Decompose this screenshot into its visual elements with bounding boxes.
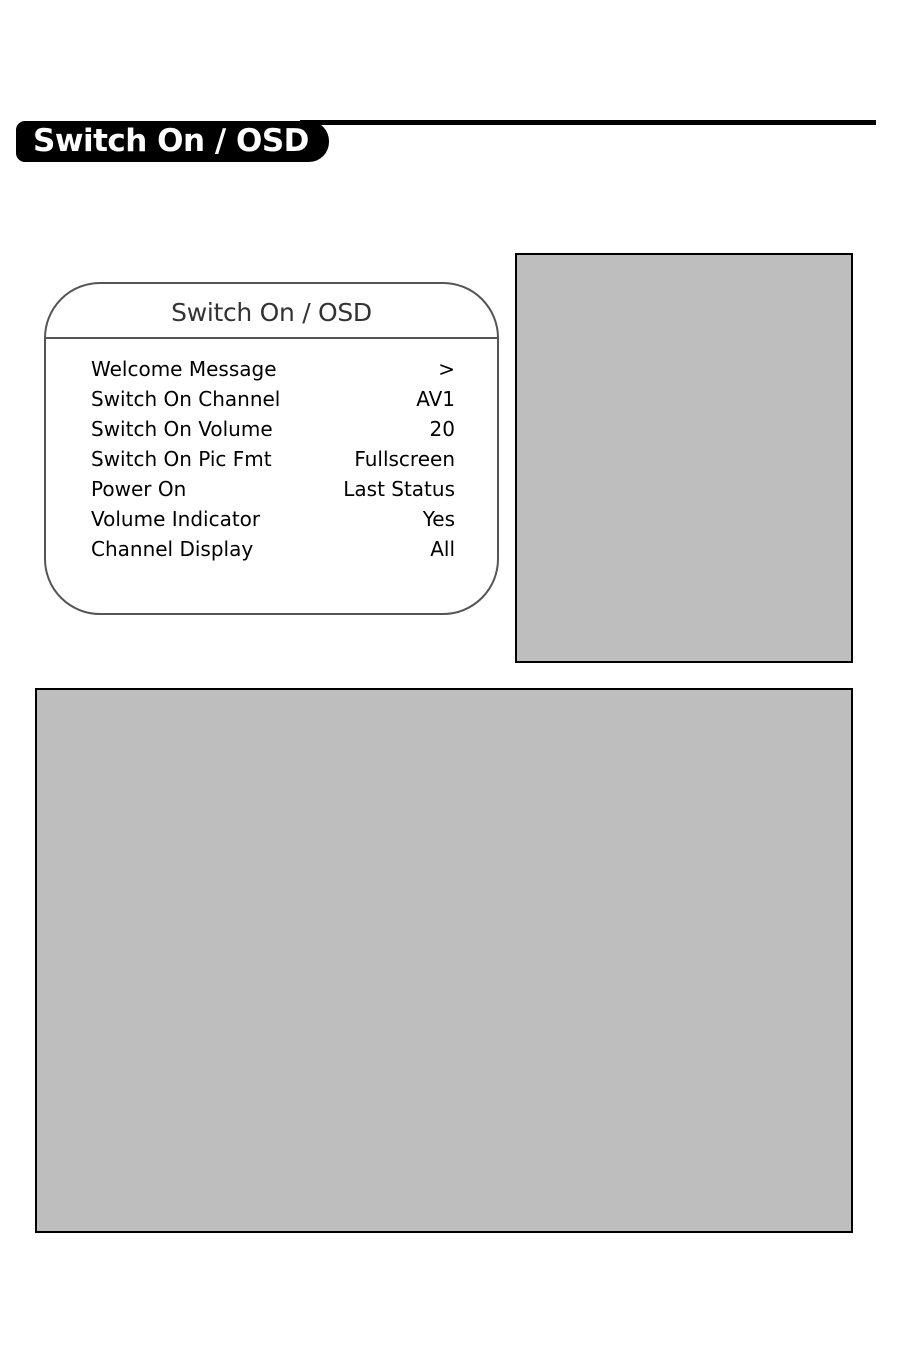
menu-item-value: > bbox=[438, 357, 455, 381]
menu-item-switch-on-channel[interactable] bbox=[91, 384, 455, 414]
menu-item-value: 20 bbox=[429, 417, 455, 441]
menu-item-value: Yes bbox=[422, 507, 455, 531]
menu-item-label: Volume Indicator bbox=[91, 507, 261, 531]
menu-item-label: Switch On Pic Fmt bbox=[91, 447, 272, 471]
section-title-tab bbox=[16, 121, 329, 162]
menu-item-power-on[interactable] bbox=[91, 474, 455, 504]
menu-item-value: All bbox=[430, 537, 455, 561]
osd-menu-panel bbox=[44, 282, 499, 615]
menu-item-value: Fullscreen bbox=[354, 447, 455, 471]
menu-item-label: Channel Display bbox=[91, 537, 254, 561]
menu-item-channel-display[interactable] bbox=[91, 534, 455, 564]
osd-menu-title: Switch On / OSD bbox=[46, 284, 497, 339]
section-title: Switch On / OSD bbox=[33, 123, 309, 159]
menu-item-label: Welcome Message bbox=[91, 357, 277, 381]
menu-item-value: Last Status bbox=[343, 477, 455, 501]
menu-item-label: Power On bbox=[91, 477, 187, 501]
menu-item-welcome-message[interactable] bbox=[91, 354, 455, 384]
placeholder-box-large bbox=[35, 688, 853, 1233]
header-rule bbox=[300, 120, 876, 125]
menu-item-volume-indicator[interactable] bbox=[91, 504, 455, 534]
osd-menu-list bbox=[91, 354, 455, 564]
menu-item-label: Switch On Volume bbox=[91, 417, 273, 441]
menu-item-switch-on-volume[interactable] bbox=[91, 414, 455, 444]
menu-item-label: Switch On Channel bbox=[91, 387, 281, 411]
menu-item-value: AV1 bbox=[416, 387, 455, 411]
menu-item-switch-on-pic-fmt[interactable] bbox=[91, 444, 455, 474]
placeholder-box-small bbox=[515, 253, 853, 663]
